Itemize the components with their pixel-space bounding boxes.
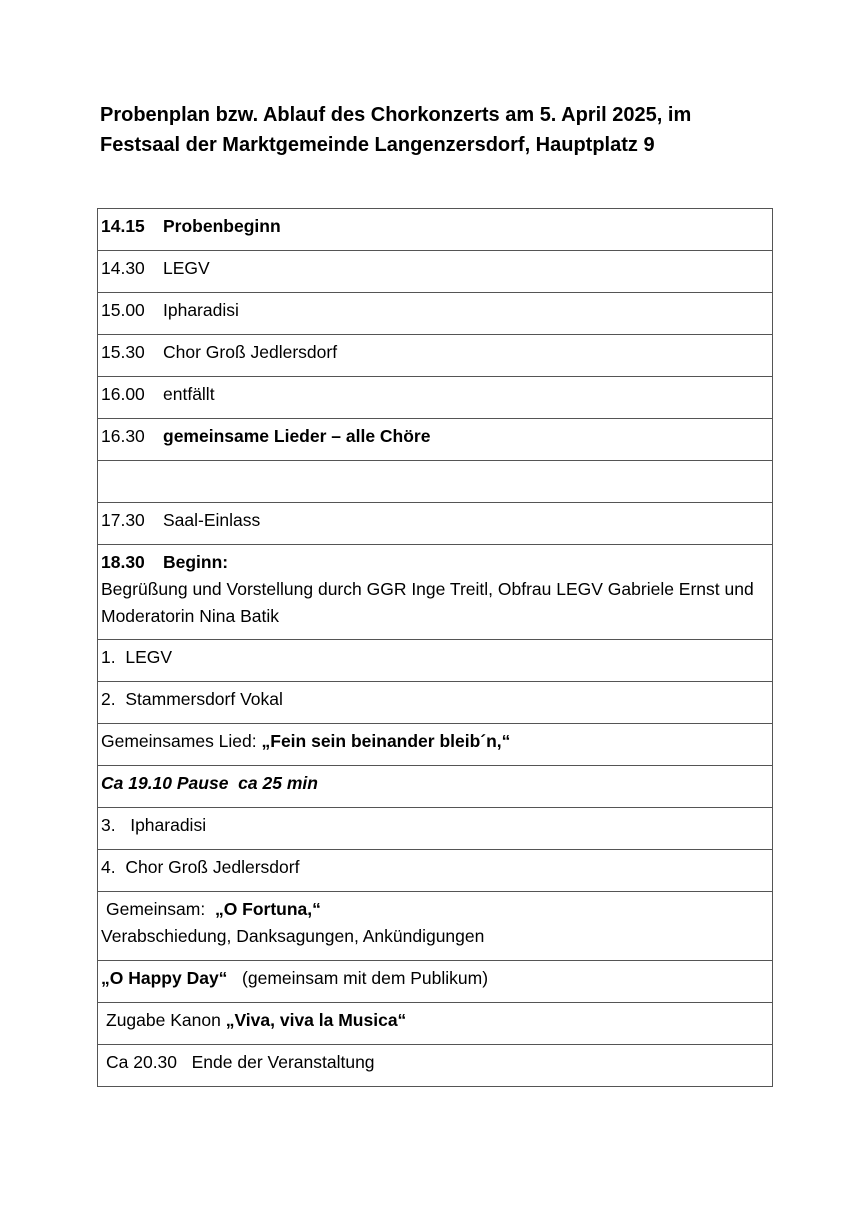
table-row — [98, 724, 773, 766]
schedule-cell — [98, 251, 773, 293]
row-time: 17.30 — [101, 510, 145, 530]
row-time: 16.30 — [101, 426, 145, 446]
row-number: 4. — [101, 857, 116, 877]
row-time: 14.15 — [101, 216, 145, 236]
schedule-cell — [98, 503, 773, 545]
row-time: 15.00 — [101, 300, 145, 320]
table-row — [98, 808, 773, 850]
row-text: gemeinsame Lieder – alle Chöre — [163, 426, 431, 446]
page-title — [100, 100, 800, 160]
row-song: „O Happy Day“ — [101, 968, 228, 988]
table-row — [98, 335, 773, 377]
row-prefix: Zugabe Kanon — [106, 1010, 226, 1030]
row-text: Ipharadisi — [130, 815, 207, 835]
schedule-cell — [98, 293, 773, 335]
row-detail: Begrüßung und Vorstellung durch GGR Inge Treitl, Obfrau LEGV Gabriele Ernst und Moderatorin Nina Batik — [101, 579, 754, 626]
table-row-empty — [98, 461, 773, 503]
table-row — [98, 850, 773, 892]
schedule-cell — [98, 850, 773, 892]
row-time: Ca 20.30 — [106, 1052, 178, 1072]
row-text: Ca 19.10 Pause ca 25 min — [101, 773, 318, 793]
row-prefix: Gemeinsames Lied: — [101, 731, 262, 751]
row-number: 1. — [101, 647, 116, 667]
schedule-cell — [98, 545, 773, 640]
title-line-2: Festsaal der Marktgemeinde Langenzersdorf, Hauptplatz 9 — [100, 134, 655, 156]
row-suffix: (gemeinsam mit dem Publikum) — [227, 968, 489, 988]
table-row — [98, 766, 773, 808]
row-time: 15.30 — [101, 342, 145, 362]
table-row — [98, 377, 773, 419]
row-text: LEGV — [163, 258, 210, 278]
row-time: 18.30 — [101, 552, 145, 572]
row-text: Saal-Einlass — [163, 510, 261, 530]
row-text: Probenbeginn — [163, 216, 281, 236]
table-row — [98, 545, 773, 640]
table-row — [98, 293, 773, 335]
row-text: Ende der Veranstaltung — [191, 1052, 375, 1072]
schedule-cell — [98, 1003, 773, 1045]
table-row — [98, 419, 773, 461]
schedule-cell — [98, 766, 773, 808]
table-row — [98, 251, 773, 293]
row-text: Chor Groß Jedlersdorf — [125, 857, 300, 877]
row-text: Ipharadisi — [163, 300, 239, 320]
table-row — [98, 503, 773, 545]
table-row — [98, 961, 773, 1003]
row-prefix: Gemeinsam: — [106, 899, 215, 919]
row-time: 16.00 — [101, 384, 145, 404]
row-text: Stammersdorf Vokal — [125, 689, 283, 709]
schedule-cell — [98, 419, 773, 461]
row-number: 3. — [101, 815, 116, 835]
schedule-cell — [98, 892, 773, 961]
schedule-cell — [98, 640, 773, 682]
schedule-cell — [98, 808, 773, 850]
table-row — [98, 892, 773, 961]
title-line-1: Probenplan bzw. Ablauf des Chorkonzerts am 5. April 2025, im — [100, 104, 692, 126]
table-row — [98, 209, 773, 251]
table-row — [98, 682, 773, 724]
table-row — [98, 1045, 773, 1087]
row-song: „Fein sein beinander bleib´n,“ — [261, 731, 511, 751]
schedule-cell — [98, 209, 773, 251]
table-row — [98, 1003, 773, 1045]
schedule-cell — [98, 724, 773, 766]
table-row — [98, 640, 773, 682]
schedule-table — [97, 208, 773, 1087]
row-detail: Verabschiedung, Danksagungen, Ankündigungen — [101, 926, 485, 946]
schedule-cell — [98, 1045, 773, 1087]
row-song: „Viva, viva la Musica“ — [225, 1010, 407, 1030]
row-text: entfällt — [163, 384, 215, 404]
schedule-cell — [98, 335, 773, 377]
schedule-cell — [98, 961, 773, 1003]
row-time: 14.30 — [101, 258, 145, 278]
schedule-cell — [98, 461, 773, 503]
schedule-cell — [98, 682, 773, 724]
row-number: 2. — [101, 689, 116, 709]
schedule-cell — [98, 377, 773, 419]
row-text: Chor Groß Jedlersdorf — [163, 342, 338, 362]
row-text: LEGV — [125, 647, 173, 667]
row-text: Beginn: — [163, 552, 229, 572]
row-song: „O Fortuna,“ — [214, 899, 321, 919]
